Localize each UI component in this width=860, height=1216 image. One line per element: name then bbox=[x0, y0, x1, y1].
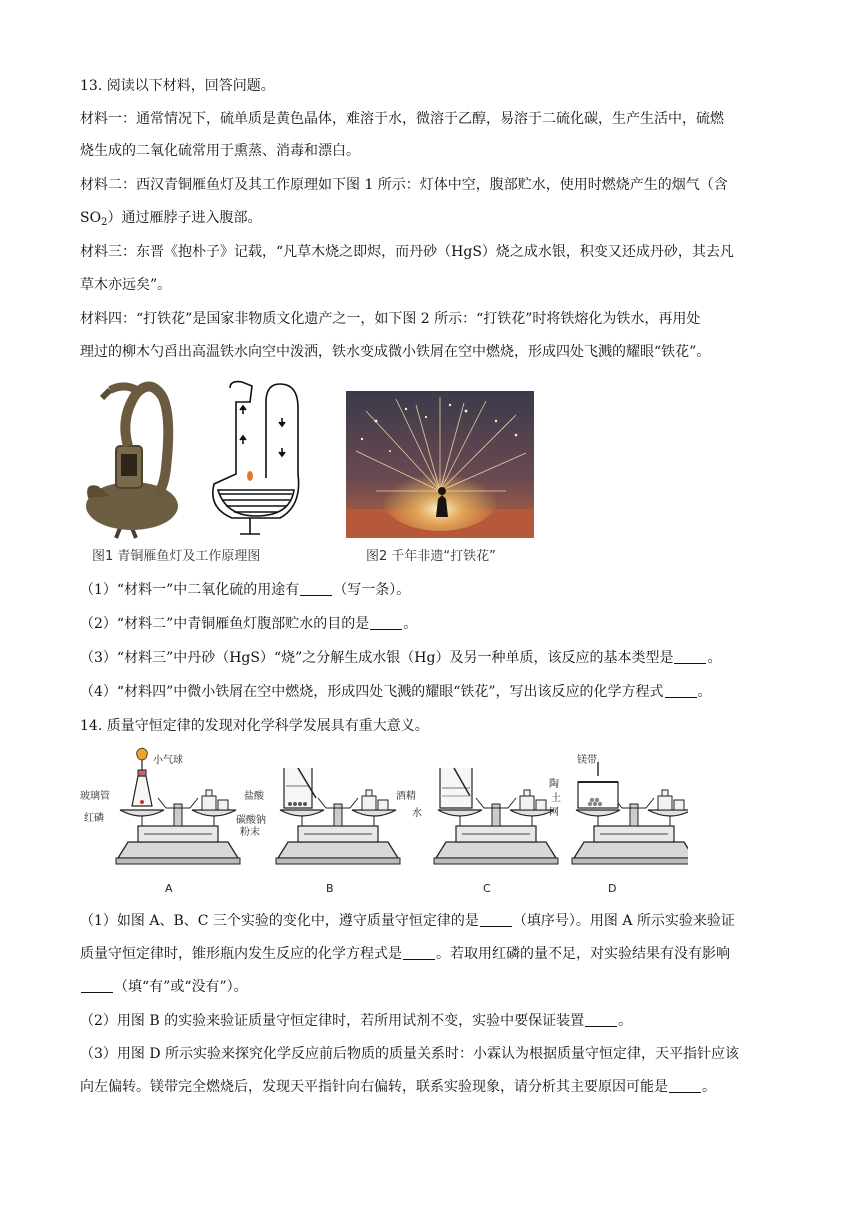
q13-part2-text: （2）“材料二”中青铜雁鱼灯腹部贮水的目的是 bbox=[80, 616, 370, 632]
so2-formula: SO bbox=[80, 210, 102, 226]
answer-blank[interactable] bbox=[403, 945, 435, 960]
so2-subscript: 2 bbox=[101, 217, 108, 228]
label-wang: 网 bbox=[549, 807, 559, 818]
q13-part1-text: （1）“材料一”中二氧化硫的用途有 bbox=[80, 582, 300, 598]
q14-title: 14. 质量守恒定律的发现对化学科学发展具有重大意义。 bbox=[80, 718, 429, 734]
q14-part1b-tail: 。若取用红磷的量不足，对实验结果有没有影响 bbox=[436, 946, 730, 962]
label-magnesium-ribbon: 镁带 bbox=[577, 755, 597, 766]
figure1-lamp-images bbox=[80, 378, 330, 543]
q14-part3-line1: （3）用图 D 所示实验来探究化学反应前后物质的质量关系时：小霖认为根据质量守恒定律，天平指针应该 bbox=[80, 1046, 740, 1062]
q14-part2-text: （2）用图 B 的实验来验证质量守恒定律时，若所用试剂不变，实验中要保证装置 bbox=[80, 1013, 585, 1029]
figure-letter-a: A bbox=[165, 882, 173, 895]
lamp-principle-diagram bbox=[213, 382, 299, 534]
q13-part1-tail: （写一条）。 bbox=[333, 582, 411, 598]
label-alcohol: 酒精 bbox=[396, 791, 416, 802]
figure-letter-c: C bbox=[483, 882, 491, 895]
q13-part2 bbox=[80, 614, 417, 634]
q14-part1-line3 bbox=[80, 977, 248, 997]
q13-part3 bbox=[80, 648, 721, 668]
answer-blank[interactable] bbox=[370, 615, 402, 630]
figure2-iron-flower-photo bbox=[346, 391, 534, 538]
q13-title: 13. 阅读以下材料，回答问题。 bbox=[80, 78, 275, 94]
figure2-caption: 图2 千年非遗“打铁花” bbox=[366, 549, 496, 564]
q13-material3-line1: 材料三：东晋《抱朴子》记载，“凡草木烧之即烬，而丹砂（HgS）烧之成水银，积变又还成丹砂，其去凡 bbox=[80, 244, 734, 260]
label-balloon: 小气球 bbox=[153, 755, 183, 766]
q13-part4-text: （4）“材料四”中微小铁屑在空中燃烧，形成四处飞溅的耀眼“铁花”，写出该反应的化学方程式 bbox=[80, 684, 664, 700]
apparatus-c bbox=[434, 768, 558, 864]
q13-material1-line2: 烧生成的二氧化硫常用于熏蒸、消毒和漂白。 bbox=[80, 143, 360, 159]
answer-blank[interactable] bbox=[81, 978, 113, 993]
q14-part2 bbox=[80, 1011, 632, 1031]
q13-part3-tail: 。 bbox=[707, 650, 722, 666]
q13-part1 bbox=[80, 580, 410, 600]
answer-blank[interactable] bbox=[669, 1078, 701, 1093]
bronze-lamp-photo bbox=[86, 386, 178, 538]
q14-part1-line2 bbox=[80, 944, 730, 964]
apparatus-d bbox=[572, 762, 688, 864]
q13-part2-tail: 。 bbox=[403, 616, 418, 632]
q14-part3-tail: 。 bbox=[702, 1079, 716, 1095]
label-water: 水 bbox=[412, 808, 422, 819]
figure-letter-d: D bbox=[608, 882, 617, 895]
label-glass-tube: 玻璃管 bbox=[80, 791, 110, 802]
q13-material4-line1: 材料四：“打铁花”是国家非物质文化遗产之一，如下图 2 所示：“打铁花”时将铁熔化为铁水，再用处 bbox=[80, 311, 701, 327]
label-hydrochloric-acid: 盐酸 bbox=[244, 791, 264, 802]
apparatus-b bbox=[276, 768, 400, 864]
q13-material2-line2 bbox=[80, 208, 261, 233]
q14-balance-apparatus bbox=[108, 746, 688, 876]
q14-part2-tail: 。 bbox=[618, 1013, 633, 1029]
material2-tail: ）通过雁脖子进入腹部。 bbox=[107, 210, 262, 226]
q13-material4-line2: 理过的柳木勺舀出高温铁水向空中泼洒，铁水变成微小铁屑在空中燃烧，形成四处飞溅的耀眼“铁花”。 bbox=[80, 344, 711, 360]
answer-blank[interactable] bbox=[585, 1012, 617, 1027]
q14-part3-line2 bbox=[80, 1077, 716, 1097]
q13-material3-line2: 草木亦远矣”。 bbox=[80, 277, 172, 293]
label-powder: 粉末 bbox=[240, 827, 260, 838]
figure1-caption: 图1 青铜雁鱼灯及工作原理图 bbox=[92, 549, 261, 564]
label-sodium-carbonate: 碳酸钠 bbox=[236, 815, 266, 826]
q14-part1-tail: （填序号）。用图 A 所示实验来验证 bbox=[512, 913, 735, 929]
q13-part4 bbox=[80, 682, 712, 702]
answer-blank[interactable] bbox=[480, 912, 512, 927]
label-tao: 陶 bbox=[549, 779, 559, 790]
q13-part3-text: （3）“材料三”中丹砂（HgS）“烧”之分解生成水银（Hg）及另一种单质，该反应的基本类型是 bbox=[80, 650, 674, 666]
q14-part1c-tail: （填“有”或“没有”）。 bbox=[114, 979, 248, 995]
q14-part1-text: （1）如图 A、B、C 三个实验的变化中，遵守质量守恒定律的是 bbox=[80, 913, 479, 929]
q14-part1-line1 bbox=[80, 911, 735, 931]
q13-material2-line1: 材料二：西汉青铜雁鱼灯及其工作原理如下图 1 所示：灯体中空，腹部贮水，使用时燃烧产生的烟气（含 bbox=[80, 177, 728, 193]
q14-part1b-text: 质量守恒定律时，锥形瓶内发生反应的化学方程式是 bbox=[80, 946, 402, 962]
q13-part4-tail: 。 bbox=[697, 684, 712, 700]
label-red-phosphorus: 红磷 bbox=[84, 813, 104, 824]
figure-letter-b: B bbox=[326, 882, 334, 895]
q14-part3-text: 向左偏转。镁带完全燃烧后，发现天平指针向右偏转，联系实验现象，请分析其主要原因可能是 bbox=[80, 1079, 668, 1095]
answer-blank[interactable] bbox=[300, 581, 332, 596]
answer-blank[interactable] bbox=[665, 683, 697, 698]
q13-material1-line1: 材料一：通常情况下，硫单质是黄色晶体，难溶于水，微溶于乙醇，易溶于二硫化碳，生产生活中，硫燃 bbox=[80, 111, 724, 127]
label-tu: 土 bbox=[551, 793, 561, 804]
answer-blank[interactable] bbox=[674, 649, 706, 664]
